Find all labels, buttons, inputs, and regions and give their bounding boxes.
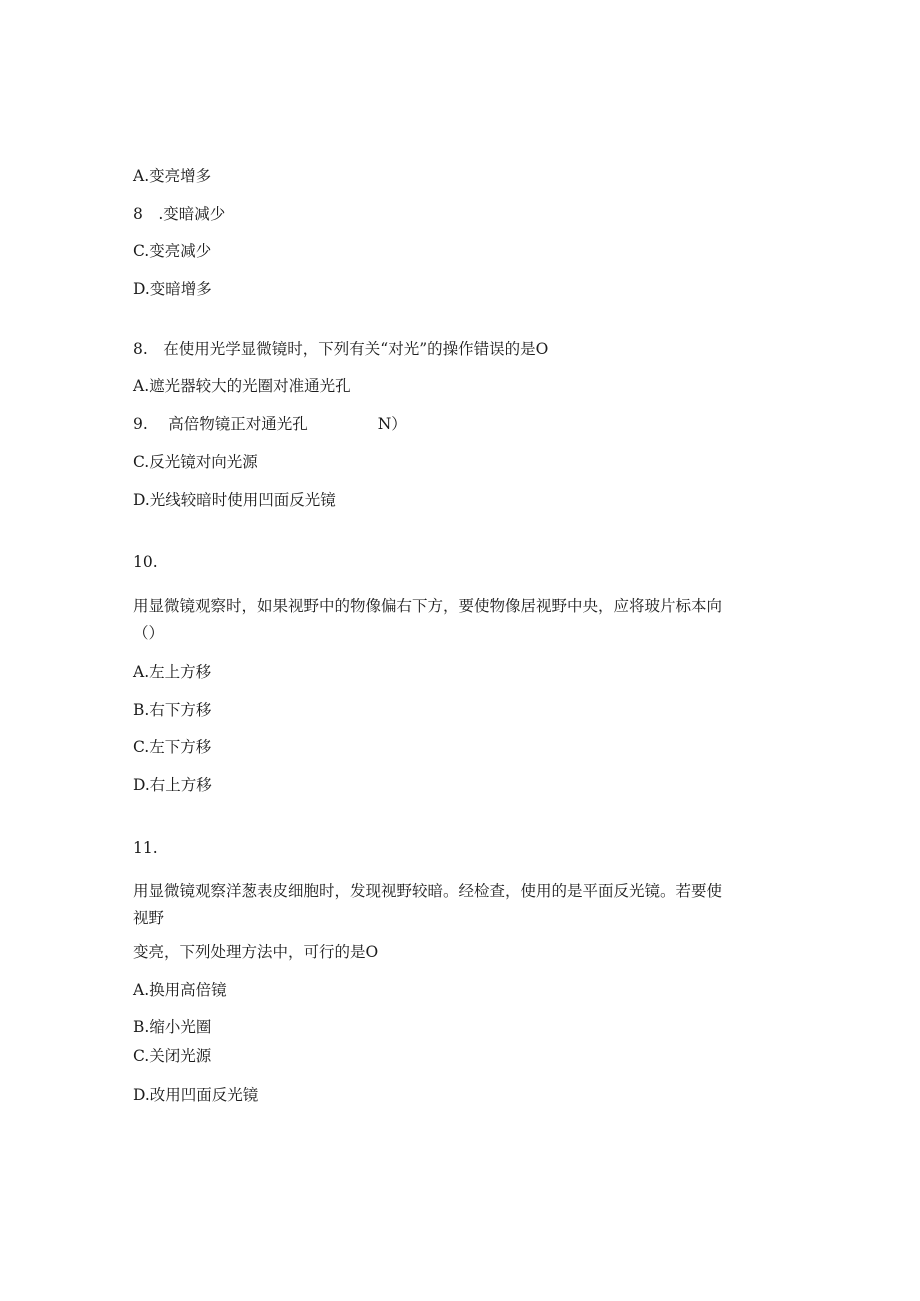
q10-option-b: B.右下方移 xyxy=(133,701,212,719)
option-b-darker-fewer: 8 .变暗减少 xyxy=(133,205,226,223)
q11-option-b: B.缩小光圈 xyxy=(133,1018,212,1036)
option-c-brighter-fewer: C.变亮减少 xyxy=(133,242,212,260)
q10-option-a: A.左上方移 xyxy=(133,663,212,681)
q8-option-a: A.遮光器较大的光圈对准通光孔 xyxy=(133,377,351,395)
q11-option-c: C.关闭光源 xyxy=(133,1047,212,1065)
q8-option-d: D.光线较暗时使用凹面反光镜 xyxy=(133,491,336,509)
q11-number: 11. xyxy=(133,839,158,857)
q8-option-b-suffix: N） xyxy=(377,415,407,433)
q8-stem: 8. 在使用光学显微镜时，下列有关“对光”的操作错误的是O xyxy=(133,340,549,358)
q11-stem-line2: 视野 xyxy=(133,909,165,927)
q10-option-c: C.左下方移 xyxy=(133,738,212,756)
q8-option-c: C.反光镜对向光源 xyxy=(133,453,258,471)
q10-stem-line2: （） xyxy=(133,624,165,642)
q8-option-b-text: 9. 高倍物镜正对通光孔 xyxy=(133,415,308,433)
q11-option-d: D.改用凹面反光镜 xyxy=(133,1086,259,1104)
q11-option-a: A.换用高倍镜 xyxy=(133,981,227,999)
q10-number: 10. xyxy=(133,553,158,571)
q11-stem-line3: 变亮，下列处理方法中，可行的是O xyxy=(133,943,379,961)
q8-option-b xyxy=(133,414,407,434)
q10-option-d: D.右上方移 xyxy=(133,776,212,794)
q10-stem-line1: 用显微镜观察时，如果视野中的物像偏右下方，要使物像居视野中央，应将玻片标本向 xyxy=(133,597,723,615)
option-d-darker-more: D.变暗增多 xyxy=(133,280,212,298)
q11-stem-line1: 用显微镜观察洋葱表皮细胞时，发现视野较暗。经检查，使用的是平面反光镜。若要使 xyxy=(133,882,723,900)
option-a-brighter-more: A.变亮增多 xyxy=(133,167,212,185)
